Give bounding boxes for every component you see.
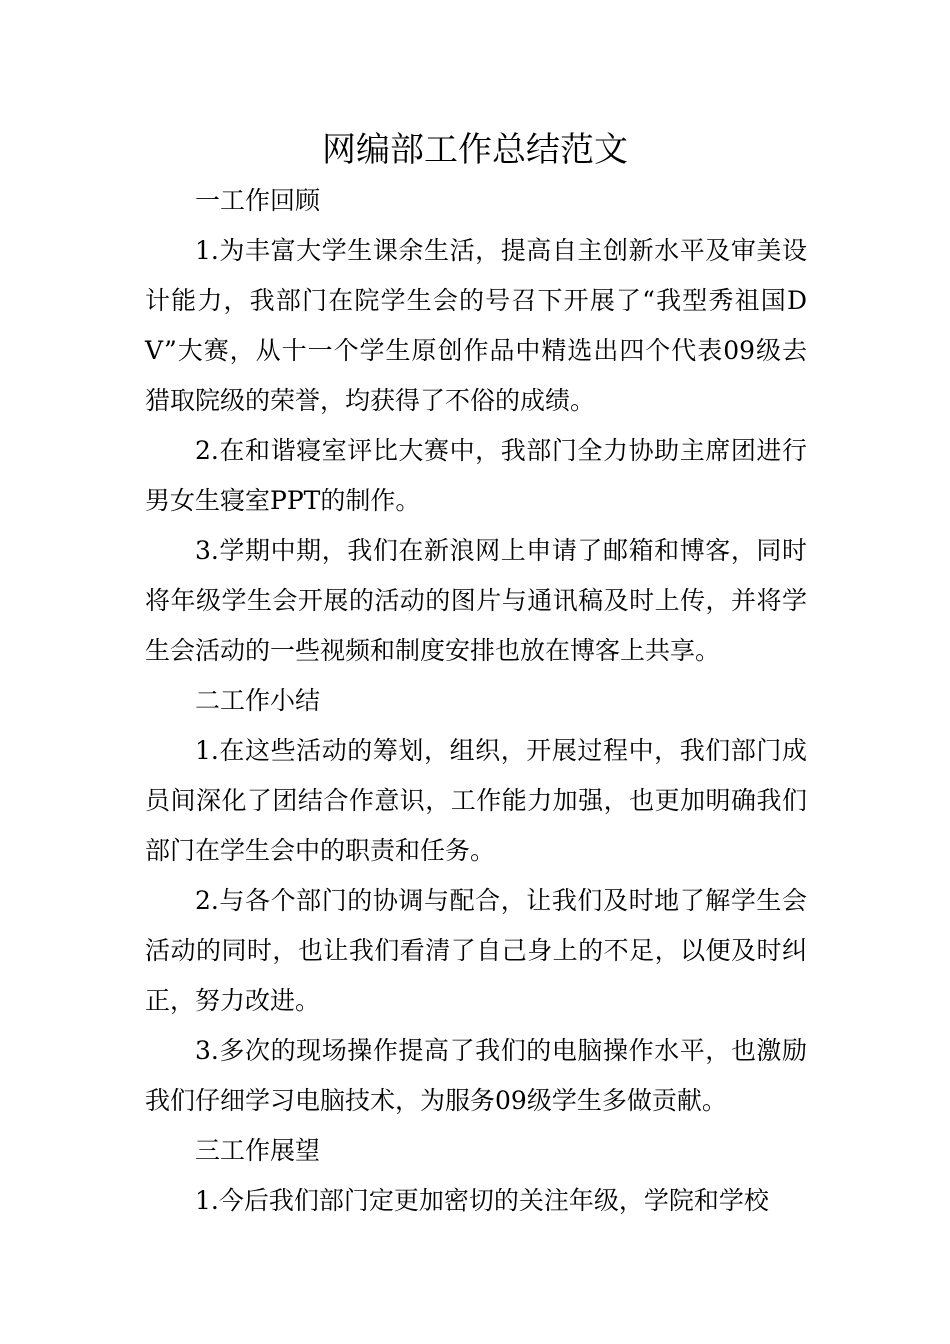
paragraph: 3.多次的现场操作提高了我们的电脑操作水平，也激励我们仔细学习电脑技术，为服务09级学生多做贡献。 [145, 1036, 807, 1115]
section-heading-review: 一工作回顾 [195, 186, 321, 215]
paragraph: 1.为丰富大学生课余生活，提高自主创新水平及审美设计能力，我部门在院学生会的号召下开展了“我型秀祖国DV”大赛，从十一个学生原创作品中精选出四个代表09级去猎取院级的荣誉，均获得了不俗的成绩。 [145, 236, 807, 415]
paragraph: 1.今后我们部门定更加密切的关注年级，学院和学校 [195, 1186, 769, 1215]
document-title: 网编部工作总结范文 [322, 130, 628, 170]
section-heading-outlook: 三工作展望 [195, 1136, 321, 1165]
paragraph: 3.学期中期，我们在新浪网上申请了邮箱和博客，同时将年级学生会开展的活动的图片与通讯稿及时上传，并将学生会活动的一些视频和制度安排也放在博客上共享。 [145, 536, 807, 665]
paragraph: 1.在这些活动的筹划，组织，开展过程中，我们部门成员间深化了团结合作意识，工作能力加强，也更加明确我们部门在学生会中的职责和任务。 [145, 736, 807, 865]
paragraph: 2.与各个部门的协调与配合，让我们及时地了解学生会活动的同时，也让我们看清了自己身上的不足，以便及时纠正，努力改进。 [145, 886, 807, 1015]
document-body [145, 176, 807, 1226]
paragraph: 2.在和谐寝室评比大赛中，我部门全力协助主席团进行男女生寝室PPT的制作。 [145, 436, 807, 515]
section-heading-summary: 二工作小结 [195, 686, 321, 715]
